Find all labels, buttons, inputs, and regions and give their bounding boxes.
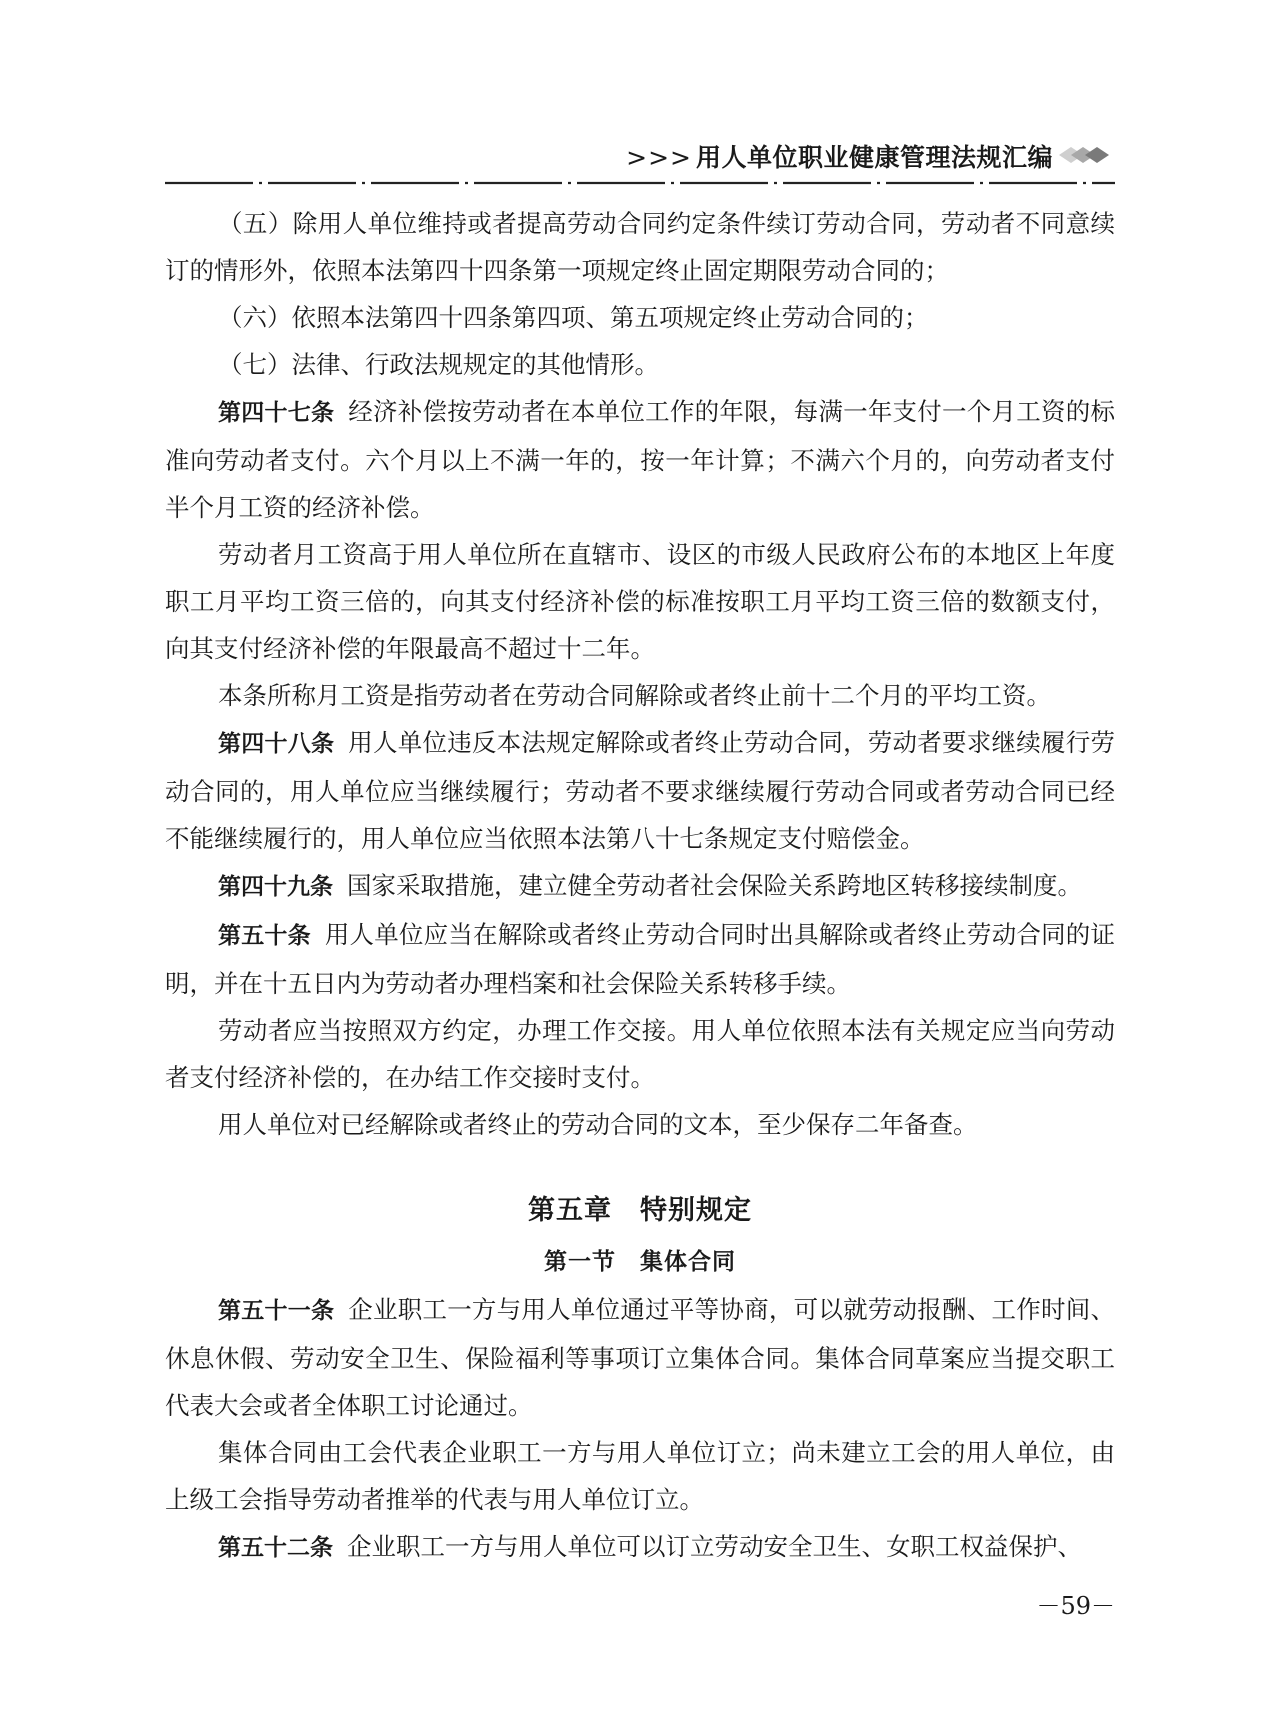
header-title-text: 用人单位职业健康管理法规汇编	[695, 143, 1053, 172]
paragraph-text: 企业职工一方与用人单位通过平等协商，可以就劳动报酬、工作时间、休息休假、劳动安全卫生、保险福利等事项订立集体合同。集体合同草案应当提交职工代表大会或者全体职工讨论通过。	[165, 1295, 1116, 1420]
paragraph-text: 劳动者月工资高于用人单位所在直辖市、设区的市级人民政府公布的本地区上年度职工月平均工资三倍的，向其支付经济补偿的标准按职工月平均工资三倍的数额支付，向其支付经济补偿的年限最高不超过十二年。	[165, 540, 1115, 663]
article-number: 第四十八条	[218, 731, 335, 757]
article-number: 第四十七条	[218, 400, 335, 426]
article-number: 第五十条	[218, 923, 311, 949]
header-divider	[165, 179, 1115, 187]
article-number: 第四十九条	[218, 874, 333, 900]
paragraph-text: 用人单位对已经解除或者终止的劳动合同的文本，至少保存二年备查。	[218, 1110, 978, 1139]
paragraph	[165, 294, 1115, 341]
body-text	[165, 200, 1115, 1148]
paragraph	[165, 200, 1115, 294]
paragraph-text: 经济补偿按劳动者在本单位工作的年限，每满一年支付一个月工资的标准向劳动者支付。六个月以上不满一年的，按一年计算；不满六个月的，向劳动者支付半个月工资的经济补偿。	[165, 397, 1116, 522]
paragraph	[165, 1286, 1115, 1429]
paragraph-text: （七）法律、行政法规规定的其他情形。	[218, 350, 659, 379]
paragraph	[165, 1101, 1115, 1148]
chapter-heading: 第五章 特别规定	[528, 1195, 752, 1226]
paragraph	[165, 1429, 1115, 1523]
running-header	[165, 138, 1115, 174]
paragraph	[165, 1523, 1115, 1572]
header-arrows: >>>	[626, 143, 692, 172]
paragraph	[165, 388, 1115, 531]
paragraph	[165, 719, 1115, 862]
page-number: －59－	[1036, 1592, 1115, 1620]
paragraph	[165, 341, 1115, 388]
article-number: 第五十一条	[218, 1298, 335, 1324]
body-text-continued	[165, 1286, 1115, 1572]
paragraph-text: 用人单位应当在解除或者终止劳动合同时出具解除或者终止劳动合同的证明，并在十五日内为劳动者办理档案和社会保险关系转移手续。	[165, 920, 1116, 998]
paragraph-text: 集体合同由工会代表企业职工一方与用人单位订立；尚未建立工会的用人单位，由上级工会指导劳动者推举的代表与用人单位订立。	[165, 1438, 1115, 1514]
paragraph	[165, 862, 1115, 911]
section-heading: 第一节 集体合同	[544, 1249, 736, 1275]
paragraph-text: 本条所称月工资是指劳动者在劳动合同解除或者终止前十二个月的平均工资。	[218, 681, 1051, 710]
diamond-ornament-icon	[1057, 144, 1115, 166]
paragraph	[165, 911, 1115, 1007]
paragraph-text: （五）除用人单位维持或者提高劳动合同约定条件续订劳动合同，劳动者不同意续订的情形外，依照本法第四十四条第一项规定终止固定期限劳动合同的；	[165, 209, 1115, 285]
paragraph-text: 劳动者应当按照双方约定，办理工作交接。用人单位依照本法有关规定应当向劳动者支付经济补偿的，在办结工作交接时支付。	[165, 1016, 1115, 1092]
paragraph	[165, 531, 1115, 672]
paragraph-text: 用人单位违反本法规定解除或者终止劳动合同，劳动者要求继续履行劳动合同的，用人单位应当继续履行；劳动者不要求继续履行劳动合同或者劳动合同已经不能继续履行的，用人单位应当依照本法第八十七条规定支付赔偿金。	[165, 728, 1116, 853]
paragraph-text: 企业职工一方与用人单位可以订立劳动安全卫生、女职工权益保护、	[347, 1532, 1082, 1561]
article-number: 第五十二条	[218, 1535, 333, 1561]
header-title	[626, 138, 1053, 174]
paragraph	[165, 1007, 1115, 1101]
paragraph	[165, 672, 1115, 719]
paragraph-text: （六）依照本法第四十四条第四项、第五项规定终止劳动合同的；	[218, 303, 929, 332]
paragraph-text: 国家采取措施，建立健全劳动者社会保险关系跨地区转移接续制度。	[347, 871, 1082, 900]
